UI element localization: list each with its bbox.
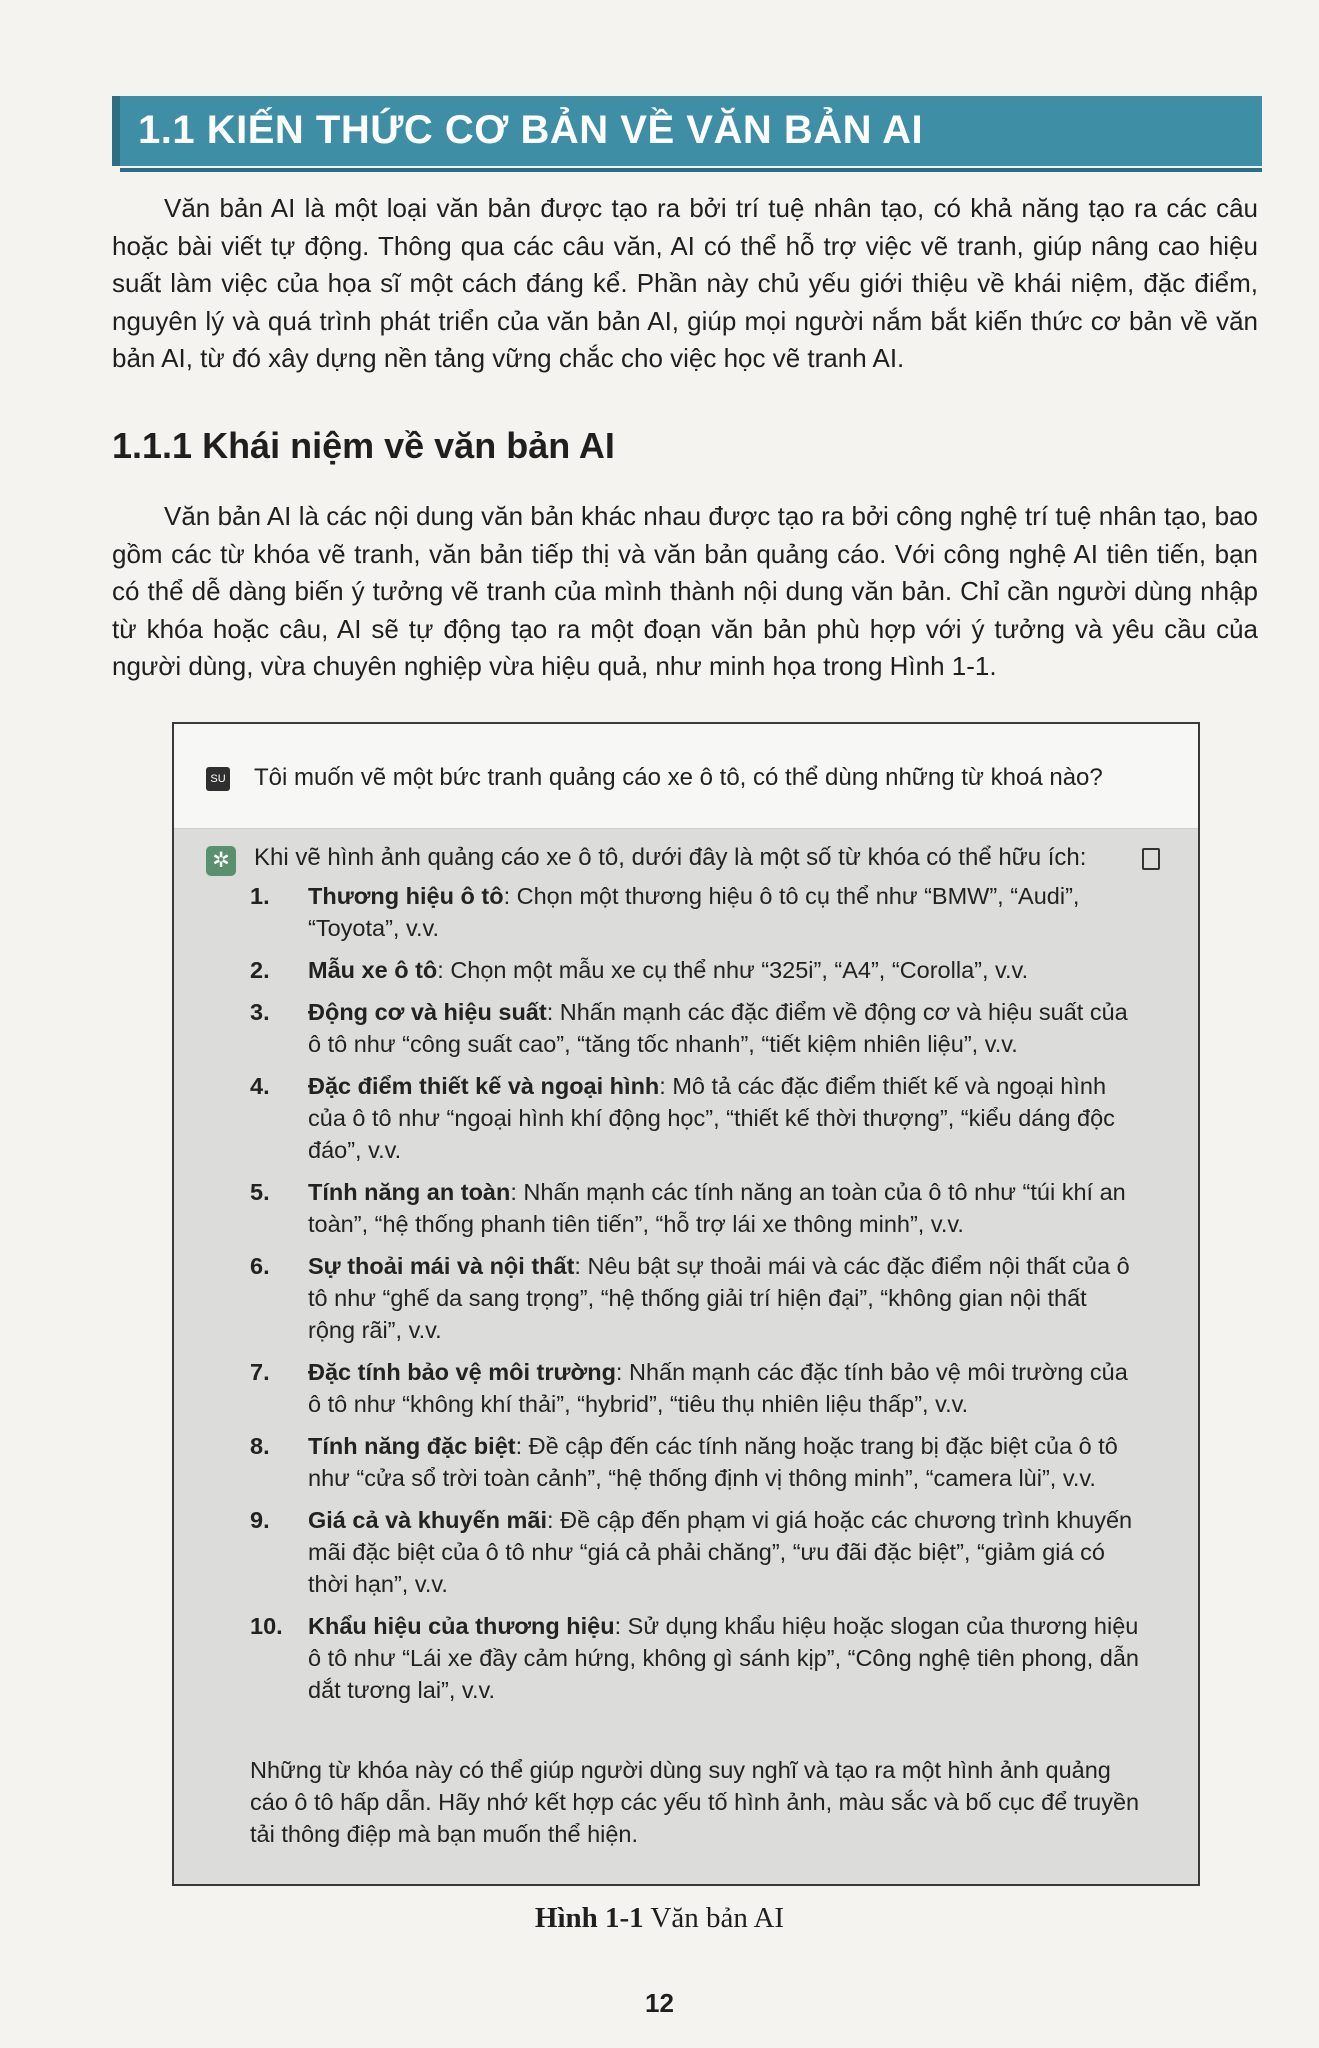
figure-caption — [0, 1902, 1319, 1935]
list-text: : Đề cập đến các tính năng hoặc trang bị đặc biệt của ô tô như “cửa sổ trời toàn cảnh”, “hệ thống định vị thông minh”, “camera lùi”, v.v. — [308, 1433, 1118, 1491]
list-term: Mẫu xe ô tô — [308, 957, 438, 983]
ai-response-intro: Khi vẽ hình ảnh quảng cáo xe ô tô, dưới đây là một số từ khóa có thể hữu ích: — [254, 844, 1087, 871]
list-number: 7. — [250, 1359, 270, 1385]
user-avatar: SU — [206, 767, 230, 791]
list-text: : Nêu bật sự thoải mái và các đặc điểm nội thất của ô tô như “ghế da sang trọng”, “hệ thống giải trí hiện đại”, “không gian nội thất rộng rãi”, v.v. — [308, 1253, 1130, 1343]
list-item — [250, 1356, 1140, 1420]
user-question: Tôi muốn vẽ một bức tranh quảng cáo xe ô tô, có thể dùng những từ khoá nào? — [254, 764, 1103, 791]
list-term: Tính năng đặc biệt — [308, 1433, 516, 1459]
list-item — [250, 954, 1140, 986]
section-title: 1.1 KIẾN THỨC CƠ BẢN VỀ VĂN BẢN AI — [138, 108, 924, 152]
list-number: 9. — [250, 1507, 270, 1533]
concept-paragraph: Văn bản AI là các nội dung văn bản khác nhau được tạo ra bởi công nghệ trí tuệ nhân tạo, bao gồm các từ khóa vẽ tranh, văn bản tiếp thị và văn bản quảng cáo. Với công nghệ AI tiên tiến, bạn có thể dễ dàng biến ý tưởng vẽ tranh của mình thành nội dung văn bản. Chỉ cần người dùng nhập từ khóa hoặc câu, AI sẽ tự động tạo ra một đoạn văn bản phù hợp với ý tưởng và yêu cầu của người dùng, vừa chuyên nghiệp vừa hiệu quả, như minh họa trong Hình 1-1. — [112, 501, 1258, 681]
list-item — [250, 996, 1140, 1060]
figure-title: Văn bản AI — [650, 1902, 785, 1934]
list-term: Thương hiệu ô tô — [308, 883, 504, 909]
list-number: 10. — [250, 1613, 283, 1639]
list-text: : Nhấn mạnh các đặc tính bảo vệ môi trường của ô tô như “không khí thải”, “hybrid”, “tiêu thụ nhiên liệu thấp”, v.v. — [308, 1359, 1128, 1417]
list-text: : Mô tả các đặc điểm thiết kế và ngoại hình của ô tô như “ngoại hình khí động học”, “thiết kế thời thượng”, “kiểu dáng độc đáo”, v.v. — [308, 1073, 1115, 1163]
list-term: Động cơ và hiệu suất — [308, 999, 547, 1025]
list-text: : Nhấn mạnh các tính năng an toàn của ô tô như “túi khí an toàn”, “hệ thống phanh tiên tiến”, “hỗ trợ lái xe thông minh”, v.v. — [308, 1179, 1126, 1237]
list-text: : Nhấn mạnh các đặc điểm về động cơ và hiệu suất của ô tô như “công suất cao”, “tăng tốc nhanh”, “tiết kiệm nhiên liệu”, v.v. — [308, 999, 1128, 1057]
list-item — [250, 1430, 1140, 1494]
user-message — [174, 724, 1198, 829]
list-text: : Đề cập đến phạm vi giá hoặc các chương trình khuyến mãi đặc biệt của ô tô như “giá cả phải chăng”, “ưu đãi đặc biệt”, “giảm giá có thời hạn”, v.v. — [308, 1507, 1133, 1597]
list-number: 1. — [250, 883, 270, 909]
list-number: 2. — [250, 957, 270, 983]
list-item — [250, 1504, 1140, 1600]
page-number: 12 — [645, 1988, 674, 2018]
subsection-title: 1.1.1 Khái niệm về văn bản AI — [112, 425, 615, 466]
list-term: Giá cả và khuyến mãi — [308, 1507, 548, 1533]
list-term: Tính năng an toàn — [308, 1179, 511, 1205]
list-item — [250, 1250, 1140, 1346]
copy-icon[interactable] — [1142, 848, 1160, 870]
list-number: 6. — [250, 1253, 270, 1279]
figure-label: Hình 1-1 — [534, 1902, 644, 1934]
list-item — [250, 1070, 1140, 1166]
list-number: 3. — [250, 999, 270, 1025]
list-item — [250, 1610, 1140, 1706]
intro-paragraph: Văn bản AI là một loại văn bản được tạo ra bởi trí tuệ nhân tạo, có khả năng tạo ra các câu hoặc bài viết tự động. Thông qua các câu văn, AI có thể hỗ trợ việc vẽ tranh, giúp nâng cao hiệu suất làm việc của họa sĩ một cách đáng kể. Phần này chủ yếu giới thiệu về khái niệm, đặc điểm, nguyên lý và quá trình phát triển của văn bản AI, giúp mọi người nắm bắt kiến thức cơ bản về văn bản AI, từ đó xây dựng nền tảng vững chắc cho việc học vẽ tranh AI. — [112, 193, 1258, 373]
section-banner — [112, 96, 1262, 166]
list-number: 4. — [250, 1073, 270, 1099]
list-text: : Sử dụng khẩu hiệu hoặc slogan của thương hiệu ô tô như “Lái xe đầy cảm hứng, không gì sánh kịp”, “Công nghệ tiên phong, dẫn dắt tương lai”, v.v. — [308, 1613, 1140, 1703]
keyword-list — [250, 880, 1140, 1716]
list-term: Khẩu hiệu của thương hiệu — [308, 1613, 615, 1639]
chat-screenshot — [172, 722, 1200, 1886]
list-number: 8. — [250, 1433, 270, 1459]
list-term: Đặc tính bảo vệ môi trường — [308, 1359, 616, 1385]
list-item — [250, 1176, 1140, 1240]
list-term: Đặc điểm thiết kế và ngoại hình — [308, 1073, 660, 1099]
ai-response-closing: Những từ khóa này có thể giúp người dùng suy nghĩ và tạo ra một hình ảnh quảng cáo ô tô hấp dẫn. Hãy nhớ kết hợp các yếu tố hình ảnh, màu sắc và bố cục để truyền tải thông điệp mà bạn muốn thể hiện. — [250, 1757, 1140, 1847]
list-text: : Chọn một mẫu xe cụ thể như “325i”, “A4”, “Corolla”, v.v. — [437, 957, 1029, 983]
list-term: Sự thoải mái và nội thất — [308, 1253, 575, 1279]
list-text: : Chọn một thương hiệu ô tô cụ thể như “BMW”, “Audi”, “Toyota”, v.v. — [308, 883, 1080, 941]
list-number: 5. — [250, 1179, 270, 1205]
list-item — [250, 880, 1140, 944]
chatgpt-logo-icon: ✲ — [206, 846, 236, 876]
